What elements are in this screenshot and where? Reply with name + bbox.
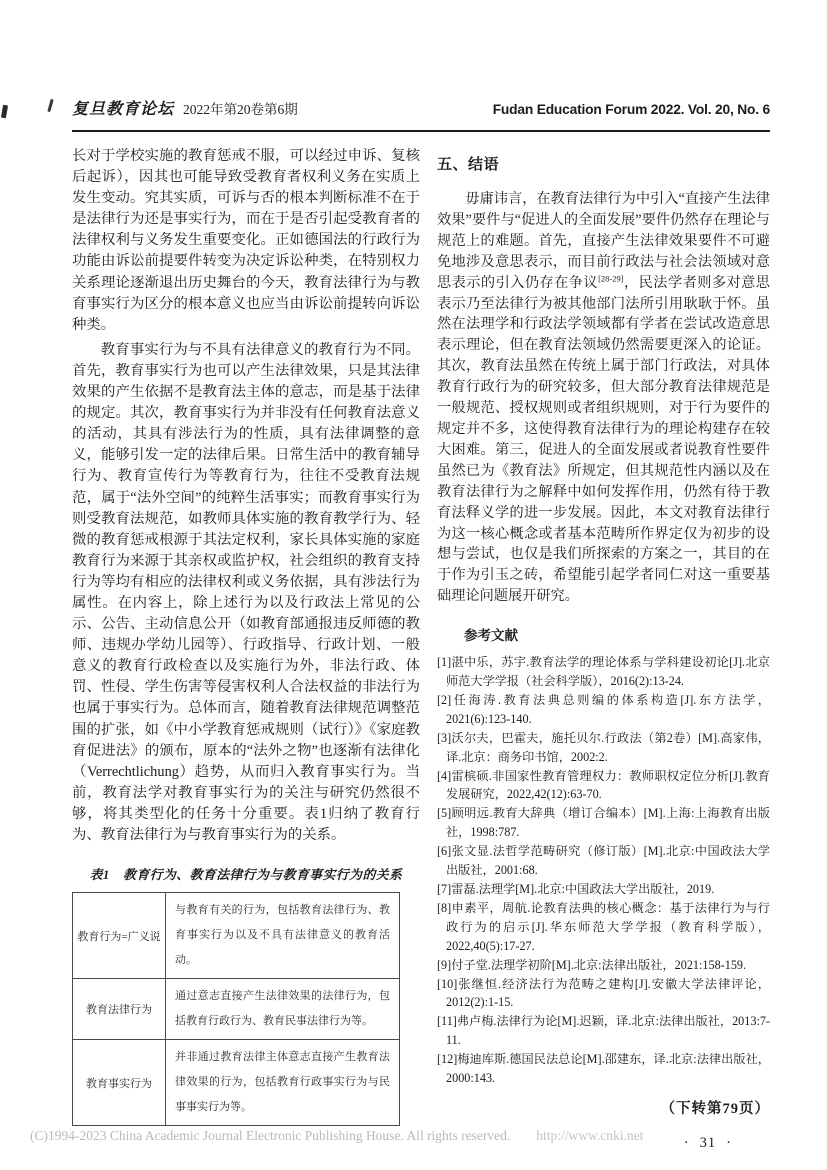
page-number-dot: · [726, 1134, 732, 1151]
table-cell-term: 教育行为=广义说 [73, 893, 166, 979]
reference-item: [11]弗卢梅.法律行为论[M].迟颖，译.北京:法律出版社，2013:7-11. [437, 1014, 770, 1048]
header-rule [72, 130, 770, 132]
reference-item: [12]梅迪库斯.德国民法总论[M].邵建东，译.北京:法律出版社，2000:143. [437, 1052, 770, 1086]
journal-issue: 2022年第20卷第6期 [183, 102, 298, 117]
table-row [73, 893, 400, 979]
cnki-copyright-footer [30, 1128, 800, 1144]
copyright-text: (C)1994-2023 China Academic Journal Electronic Publishing House. All rights reserved. [30, 1128, 511, 1143]
reference-item: [9]付子堂.法理学初阶[M].北京:法律出版社，2021:158-159. [437, 957, 747, 972]
conclusion-paragraph [437, 189, 770, 607]
relation-table [72, 892, 400, 1126]
table-cell-term: 教育事实行为 [73, 1040, 166, 1126]
table-cell-definition: 并非通过教育法律主体意志直接产生教育法律效果的行为，包括教育行政事实行为与民事事实行为等。 [166, 1040, 400, 1126]
reference-item: [4]雷槟硕.非国家性教育管理权力：教师职权定位分析[J].教育发展研究，2022,42(12):63-70. [437, 768, 770, 802]
table-caption: 表1 教育行为、教育法律行为与教育事实行为的关系 [89, 868, 403, 883]
conclusion-text-2: ，民法学者则多对意思表示乃至法律行为被其他部门法所引用耿耿于怀。虽然在法理学和行政法学领域都有学者在尝试改造意思表示理论，但在教育法领域仍然需要更深入的论证。其次，教育法虽然在传统上属于部门行政法，对具体教育行政行为的研究较多，但大部分教育法律规范是一般规范、授权规则或者组织规则，对于行为要件的规定并不多，这使得教育法律行为的理论构建存在较大困难。第三，促进人的全面发展或者说教育性要件虽然已为《教育法》所规定，但其规范性内涵以及在教育法律行为之解释中如何发挥作用，仍然有待于教育法释义学的进一步发展。因此，本文对教育法律行为这一核心概念或者基本范畴所作界定仅为初步的设想与尝试，也仅是我们所探索的方案之一，其目的在于作为引玉之砖，希望能引起学者同仁对这一重要基础理论问题展开研究。 [437, 274, 770, 605]
cnki-url: http://www.cnki.net [536, 1128, 644, 1143]
page-number-value: 31 [699, 1134, 717, 1151]
table-cell-definition: 通过意志直接产生法律效果的法律行为，包括教育行政行为、教育民事法律行为等。 [166, 979, 400, 1040]
reference-item: [3]沃尔夫，巴霍夫，施托贝尔.行政法（第2卷）[M].高家伟，译.北京：商务印书馆，2002:2. [437, 730, 770, 764]
journal-logo-text: 复旦教育论坛 [72, 101, 175, 118]
page-number-dot: · [683, 1134, 690, 1151]
reference-item: [6]张文显.法哲学范畴研究（修订版）[M].北京:中国政法大学出版社，2001:68. [437, 844, 770, 878]
table-row [73, 1040, 400, 1126]
left-column [72, 146, 420, 1126]
two-column-body [72, 146, 770, 1152]
continued-on-page-note: （下转第79页） [660, 1100, 770, 1117]
journal-title-cn [72, 96, 298, 119]
body-paragraph: 教育事实行为与不具有法律意义的教育行为不同。首先，教育事实行为也可以产生法律效果，只是其法律效果的产生依据不是教育法主体的意志，而是基于法律的规定。其次，教育事实行为并非没有任何教育法意义的活动，其具有涉法行为的性质，具有法律调整的意义，能够引发一定的法律后果。日常生活中的教育辅导行为、教育宣传行为等教育行为，往往不受教育法规范，属于“法外空间”的纯粹生活事实；而教育事实行为则受教育法规范，如教师具体实施的教育教学行为、轻微的教育惩戒根源于其法定权利，家长具体实施的家庭教育行为来源于其亲权或监护权，社会组织的教育支持行为等均有相应的法律权利或义务依据，具有涉法行为属性。在内容上，除上述行为以及行政法上常见的公示、公告、主动信息公开（如教育部通报违反师德的教师、违规办学幼儿园等）、行政指导、行政计划、一般意义的教育行政检查以及实施行为外，非法行政、体罚、性侵、学生伤害等侵害权利人合法权益的非法行为也属于事实行为。总体而言，随着教育法律规范调整范围的扩张，如《中小学教育惩戒规则（试行）》《家庭教育促进法》的颁布，原本的“法外之物”也逐渐有法律化（Verrechtlichung）趋势，从而归入教育事实行为。当前，教育法学对教育事实行为的关注与研究仍然很不够，将其类型化的任务十分重要。表1归纳了教育行为、教育法律行为与教育事实行为的关系。 [72, 341, 420, 843]
body-paragraph: 长对于学校实施的教育惩戒不服，可以经过申诉、复核后起诉），因其也可能导致受教育者权利义务在实质上发生变动。究其实质，可诉与否的根本判断标准不在于是法律行为还是事实行为，而在于是否引起受教育者的法律权利与义务发生重要变化。正如德国法的行政行为功能由诉讼前提要件转变为决定诉讼种类，在特别权力关系理论逐渐退出历史舞台的今天，教育法律行为与教育事实行为区分的根本意义也应当由诉讼前提转向诉讼种类。 [72, 148, 420, 333]
references-heading: 参考文献 [464, 628, 518, 644]
citation-superscript: [28-29] [598, 272, 624, 283]
references-list [437, 653, 770, 1088]
right-column [437, 146, 770, 1152]
table-cell-term: 教育法律行为 [73, 979, 166, 1040]
scan-artifact-margin [47, 99, 53, 112]
paper-page [72, 0, 770, 1152]
scan-artifact-left-edge [1, 105, 8, 119]
reference-item: [7]雷磊.法理学[M].北京:中国政法大学出版社，2019. [437, 882, 715, 896]
reference-item: [5]顾明远.教育大辞典（增订合编本）[M].上海:上海教育出版社，1998:787. [437, 806, 770, 840]
reference-item: [1]湛中乐，苏宇.教育法学的理论体系与学科建设初论[J].北京师范大学学报（社会科学版），2016(2):13-24. [437, 655, 770, 689]
reference-item: [2]任海涛.教育法典总则编的体系构造[J].东方法学，2021(6):123-140. [437, 692, 770, 726]
journal-title-en: Fudan Education Forum 2022. Vol. 20, No. 6 [492, 102, 770, 117]
conclusion-text-1: 毋庸讳言，在教育法律行为中引入“直接产生法律效果”要件与“促进人的全面发展”要件仍然存在理论与规范上的难题。首先，直接产生法律效果要件不可避免地涉及意思表示，而目前行政法与社会法领域对意思表示的引入仍存在争议 [437, 191, 770, 291]
reference-item: [8]申素平，周航.论教育法典的核心概念：基于法律行为与行政行为的启示[J].华东师范大学学报（教育科学版），2022,40(5):17-27. [437, 900, 770, 953]
table-row [73, 979, 400, 1040]
reference-item: [10]张继恒.经济法行为范畴之建构[J].安徽大学法律评论，2012(2):1-15. [437, 976, 770, 1010]
section-heading-conclusion: 五、结语 [437, 156, 500, 173]
page-header [72, 0, 770, 119]
table-cell-definition: 与教育有关的行为，包括教育法律行为、教育事实行为以及不具有法律意义的教育活动。 [166, 893, 400, 979]
